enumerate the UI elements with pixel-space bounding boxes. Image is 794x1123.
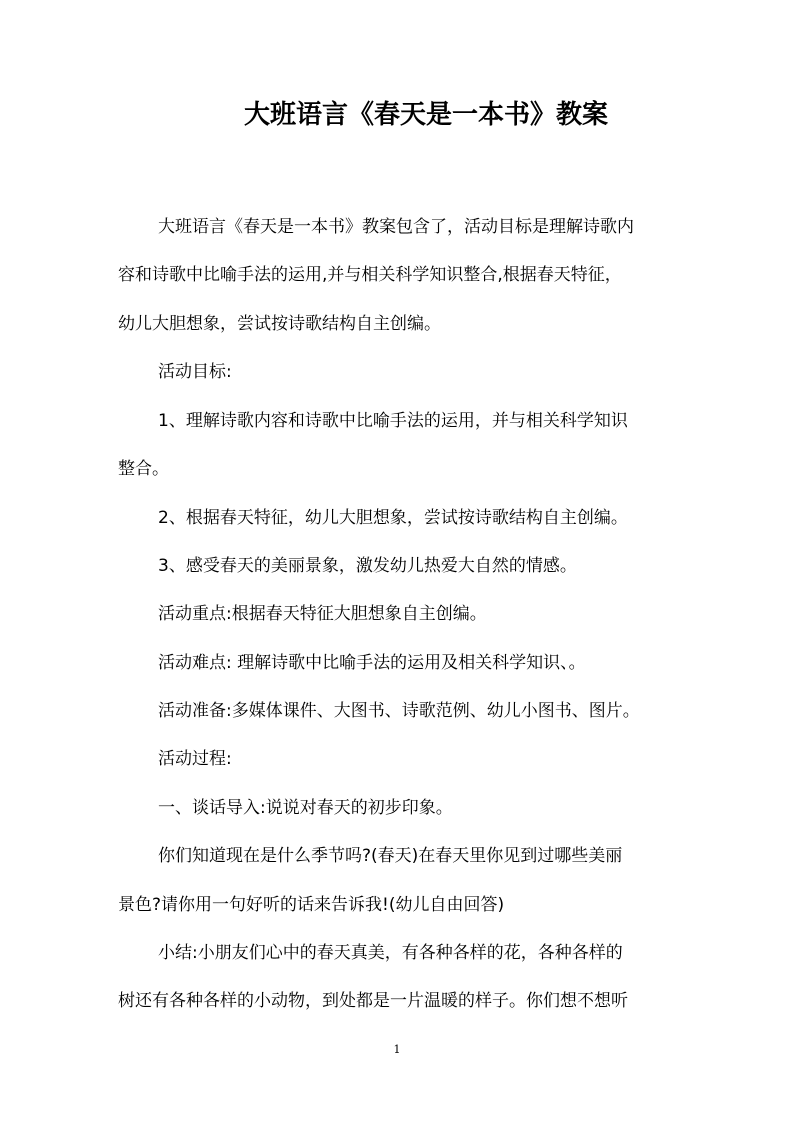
paragraph-line: 活动难点: 理解诗歌中比喻手法的运用及相关科学知识、。 (158, 653, 586, 673)
section-heading: 活动目标: (158, 362, 232, 382)
paragraph-line: 景色?请你用一句好听的话来告诉我!(幼儿自由回答) (118, 895, 505, 915)
paragraph-line: 3、感受春天的美丽景象，激发幼儿热爱大自然的情感。 (158, 556, 577, 576)
paragraph-line: 活动准备:多媒体课件、大图书、诗歌范例、幼儿小图书、图片。 (158, 701, 640, 721)
paragraph-line: 大班语言《春天是一本书》教案包含了，活动目标是理解诗歌内 (158, 217, 634, 237)
section-heading: 活动过程: (158, 749, 232, 769)
paragraph-line: 幼儿大胆想象，尝试按诗歌结构自主创编。 (118, 314, 441, 334)
paragraph-line: 树还有各种各样的小动物，到处都是一片温暖的样子。你们想不想听 (118, 991, 628, 1011)
paragraph-line: 一、谈话导入:说说对春天的初步印象。 (158, 798, 453, 818)
paragraph-line: 你们知道现在是什么季节吗?(春天)在春天里你见到过哪些美丽 (158, 846, 623, 866)
paragraph-line: 活动重点:根据春天特征大胆想象自主创编。 (158, 604, 487, 624)
document-title: 大班语言《春天是一本书》教案 (243, 100, 608, 130)
paragraph-line: 2、根据春天特征，幼儿大胆想象，尝试按诗歌结构自主创编。 (158, 508, 628, 528)
paragraph-line: 整合。 (118, 459, 169, 479)
page-number: 1 (393, 1043, 401, 1056)
paragraph-line: 小结:小朋友们心中的春天真美，有各种各样的花，各种各样的 (158, 943, 623, 963)
paragraph-line: 容和诗歌中比喻手法的运用,并与相关科学知识整合,根据春天特征， (118, 265, 622, 285)
paragraph-line: 1、理解诗歌内容和诗歌中比喻手法的运用，并与相关科学知识 (158, 411, 628, 431)
